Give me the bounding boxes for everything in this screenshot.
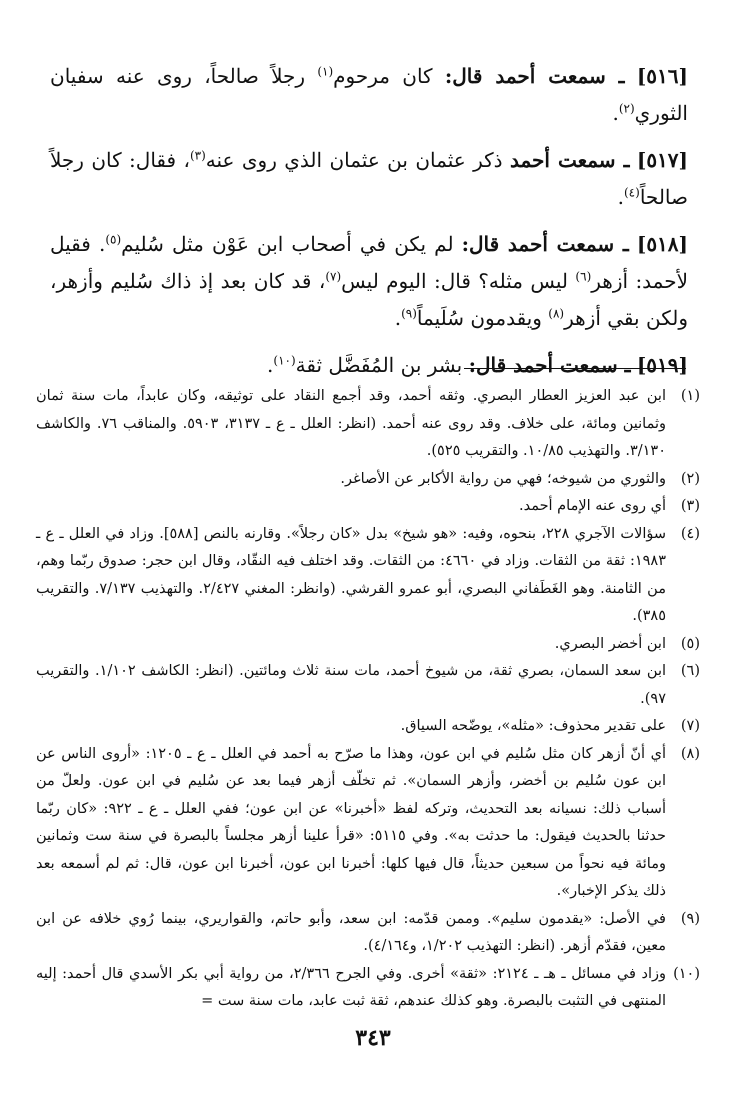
footnote-number: (٦) — [680, 663, 700, 679]
footnote-ref: (٨) — [548, 306, 565, 321]
entry-text: ليس مثله؟ قال: اليوم ليس — [341, 269, 569, 293]
entry-end: . — [612, 101, 619, 125]
entry-end: . — [617, 185, 624, 209]
entry-number: [٥١٧] — [636, 148, 689, 172]
footnote-ref: (١) — [317, 64, 334, 79]
entry-label: ـ سمعت أحمد قال: — [444, 64, 625, 88]
entry-516 — [50, 58, 688, 132]
footnote-number: (٨) — [680, 745, 700, 762]
footnote-text: سؤالات الآجري ٢٢٨، بنحوه، وفيه: «هو شيخ» بدل «كان رجلاً». وقارنه بالنص [٥٨٨]. وزاد في العلل ـ ع ـ ١٩٨٣: ثقة من الثقات. وزاد في ٤٦٦٠: من الثقات. وقد اختلف فيه النقّاد، وقال ابن حجر: صدوق ربّما وهم، من الثامنة. وهو الغَطَفاني البصري، أبو عمرو القرشي. (وانظر: المغني ٢/٤٢٧. والتهذيب ٧/١٣٧. والتقريب ٣٨٥). — [36, 525, 667, 624]
footnote-number: (٧) — [680, 718, 700, 734]
footnotes — [36, 383, 700, 1016]
entry-number: [٥١٨] — [636, 232, 689, 256]
footnote-number: (١) — [680, 388, 700, 404]
footnote-7 — [36, 713, 700, 741]
footnote-number: (٩) — [680, 910, 700, 927]
entry-label: ـ سمعت أحمد — [509, 148, 630, 172]
footnote-3 — [36, 493, 700, 521]
main-text — [50, 58, 688, 394]
footnote-ref: (٢) — [618, 101, 635, 116]
entry-519 — [50, 347, 688, 384]
entry-end: . — [267, 353, 274, 377]
entry-number: [٥١٩] — [636, 353, 688, 377]
entry-text: كان مرحوم — [333, 64, 433, 88]
footnote-number: (٥) — [680, 635, 700, 652]
footnote-number: (٤) — [680, 525, 700, 542]
footnote-text: وزاد في مسائل ـ هـ ـ ٢١٢٤: «ثقة» أخرى. وفي الجرح ٢/٣٦٦، من رواية أبي بكر الأسدي قال أحمد: إليه المنتهى في التثبت بالبصرة. وهو كذلك عندهم، ثقة ثبت عابد، مات سنة ست = — [36, 965, 666, 1009]
footnote-1 — [36, 383, 700, 466]
footnote-ref: (٥) — [105, 232, 122, 247]
entry-number: [٥١٦] — [636, 64, 688, 88]
footnote-ref: (٦) — [575, 269, 592, 284]
footnote-number: (٢) — [680, 470, 700, 487]
entry-text: ويقدمون سُلَيماً — [416, 306, 542, 330]
entry-text: ، فقال: كان رجلاً صالحاً — [50, 148, 688, 209]
entry-text: لم يكن في أصحاب ابن عَوْن مثل سُليم — [121, 232, 454, 256]
footnote-text: ابن عبد العزيز العطار البصري. وثقه أحمد، وقد أجمع النقاد على توثيقه، وكان عابداً، مات سنة ثمان وثمانين ومائة، على خلاف. وقد روى عنه أحمد. (انظر: العلل ـ ع ـ ٣١٣٧، ٥٩٠٣. والمناقب ٧٦. والكاشف ٣/١٣٠. والتهذيب ١٠/٨٥. والتقريب ٥٢٥). — [36, 388, 666, 459]
footnote-text: ابن أخضر البصري. — [554, 635, 666, 652]
entry-end: . — [394, 306, 402, 330]
footnote-number: (١٠) — [673, 965, 700, 982]
entry-label: ـ سمعت أحمد قال: — [468, 353, 631, 377]
footnote-9 — [36, 906, 700, 961]
entry-517 — [50, 142, 688, 216]
footnote-text: على تقدير محذوف: «مثله»، يوضّحه السياق. — [400, 718, 666, 734]
entry-label: ـ سمعت أحمد قال: — [461, 232, 629, 256]
entry-text: . فقيل لأحمد: أزهر — [50, 232, 689, 293]
footnote-number: (٣) — [680, 498, 700, 514]
entry-518 — [50, 226, 688, 337]
footnote-ref: (٣) — [189, 148, 206, 163]
entry-text: ذكر عثمان بن عثمان الذي روى عنه — [205, 148, 503, 172]
footnote-ref: (٤) — [623, 185, 640, 200]
footnote-text: والثوري من شيوخه؛ فهي من رواية الأكابر عن الأصاغر. — [340, 470, 666, 487]
footnote-10 — [36, 961, 700, 1016]
entry-text: رجلاً صالحاً، روى عنه سفيان الثوري — [50, 64, 688, 125]
page-number: ٣٤٣ — [355, 1025, 391, 1051]
entry-text: ، قد كان بعد إذ ذاك سُليم وأزهر، ولكن بقي أزهر — [50, 269, 688, 330]
footnote-6 — [36, 658, 700, 713]
footnote-text: في الأصل: «يقدمون سليم». وممن قدّمه: ابن سعد، وأبو حاتم، والقواريري، بينما رُوي خلافه عن ابن معين، فقدّم أزهر. (انظر: التهذيب ١/٢٠٢، و٤/١٦٤). — [36, 910, 666, 954]
footnote-2 — [36, 466, 700, 494]
footnote-5 — [36, 631, 700, 659]
footnote-text: أي أنّ أزهر كان مثل سُليم في ابن عون، وهذا ما صرّح به أحمد في العلل ـ ع ـ ١٢٠٥: «أروى الناس عن ابن عون سُليم بن أخضر، وأزهر السمان». ثم تخلّف أزهر فيما بعد عن سُليم في ابن عون. ولعلّ من أسباب ذلك: نسيانه بعد التحديث، وتركه لفظ «أخبرنا» عن ابن عون؛ ففي العلل ـ ع ـ ٩٢٢: «كان ربّما حدثنا بالحديث فيقول: ما حدثت به». وفي ٥١١٥: «قرأ علينا أزهر مجلساً بالبصرة في سنة ست وثمانين ومائة فيه نحواً من سبعين حديثاً، قال فيها كلها: أخبرنا ابن عون، أخبرنا ابن عون، قال: ثم لم أسمعه بعد ذلك يذكر الإخبار». — [36, 745, 666, 899]
footnote-8 — [36, 741, 700, 906]
footnote-text: ابن سعد السمان، بصري ثقة، من شيوخ أحمد، مات سنة ثلاث ومائتين. (انظر: الكاشف ١/١٠٢. والتقريب ٩٧). — [36, 663, 667, 707]
footnote-text: أي روى عنه الإمام أحمد. — [518, 498, 666, 514]
footnote-separator — [464, 368, 686, 369]
footnote-4 — [36, 521, 700, 631]
entry-text: بشر بن المُفَضَّل ثقة — [295, 353, 463, 377]
footnote-ref: (٩) — [401, 306, 417, 321]
footnote-ref: (١٠) — [273, 353, 296, 368]
footnote-ref: (٧) — [325, 269, 342, 284]
